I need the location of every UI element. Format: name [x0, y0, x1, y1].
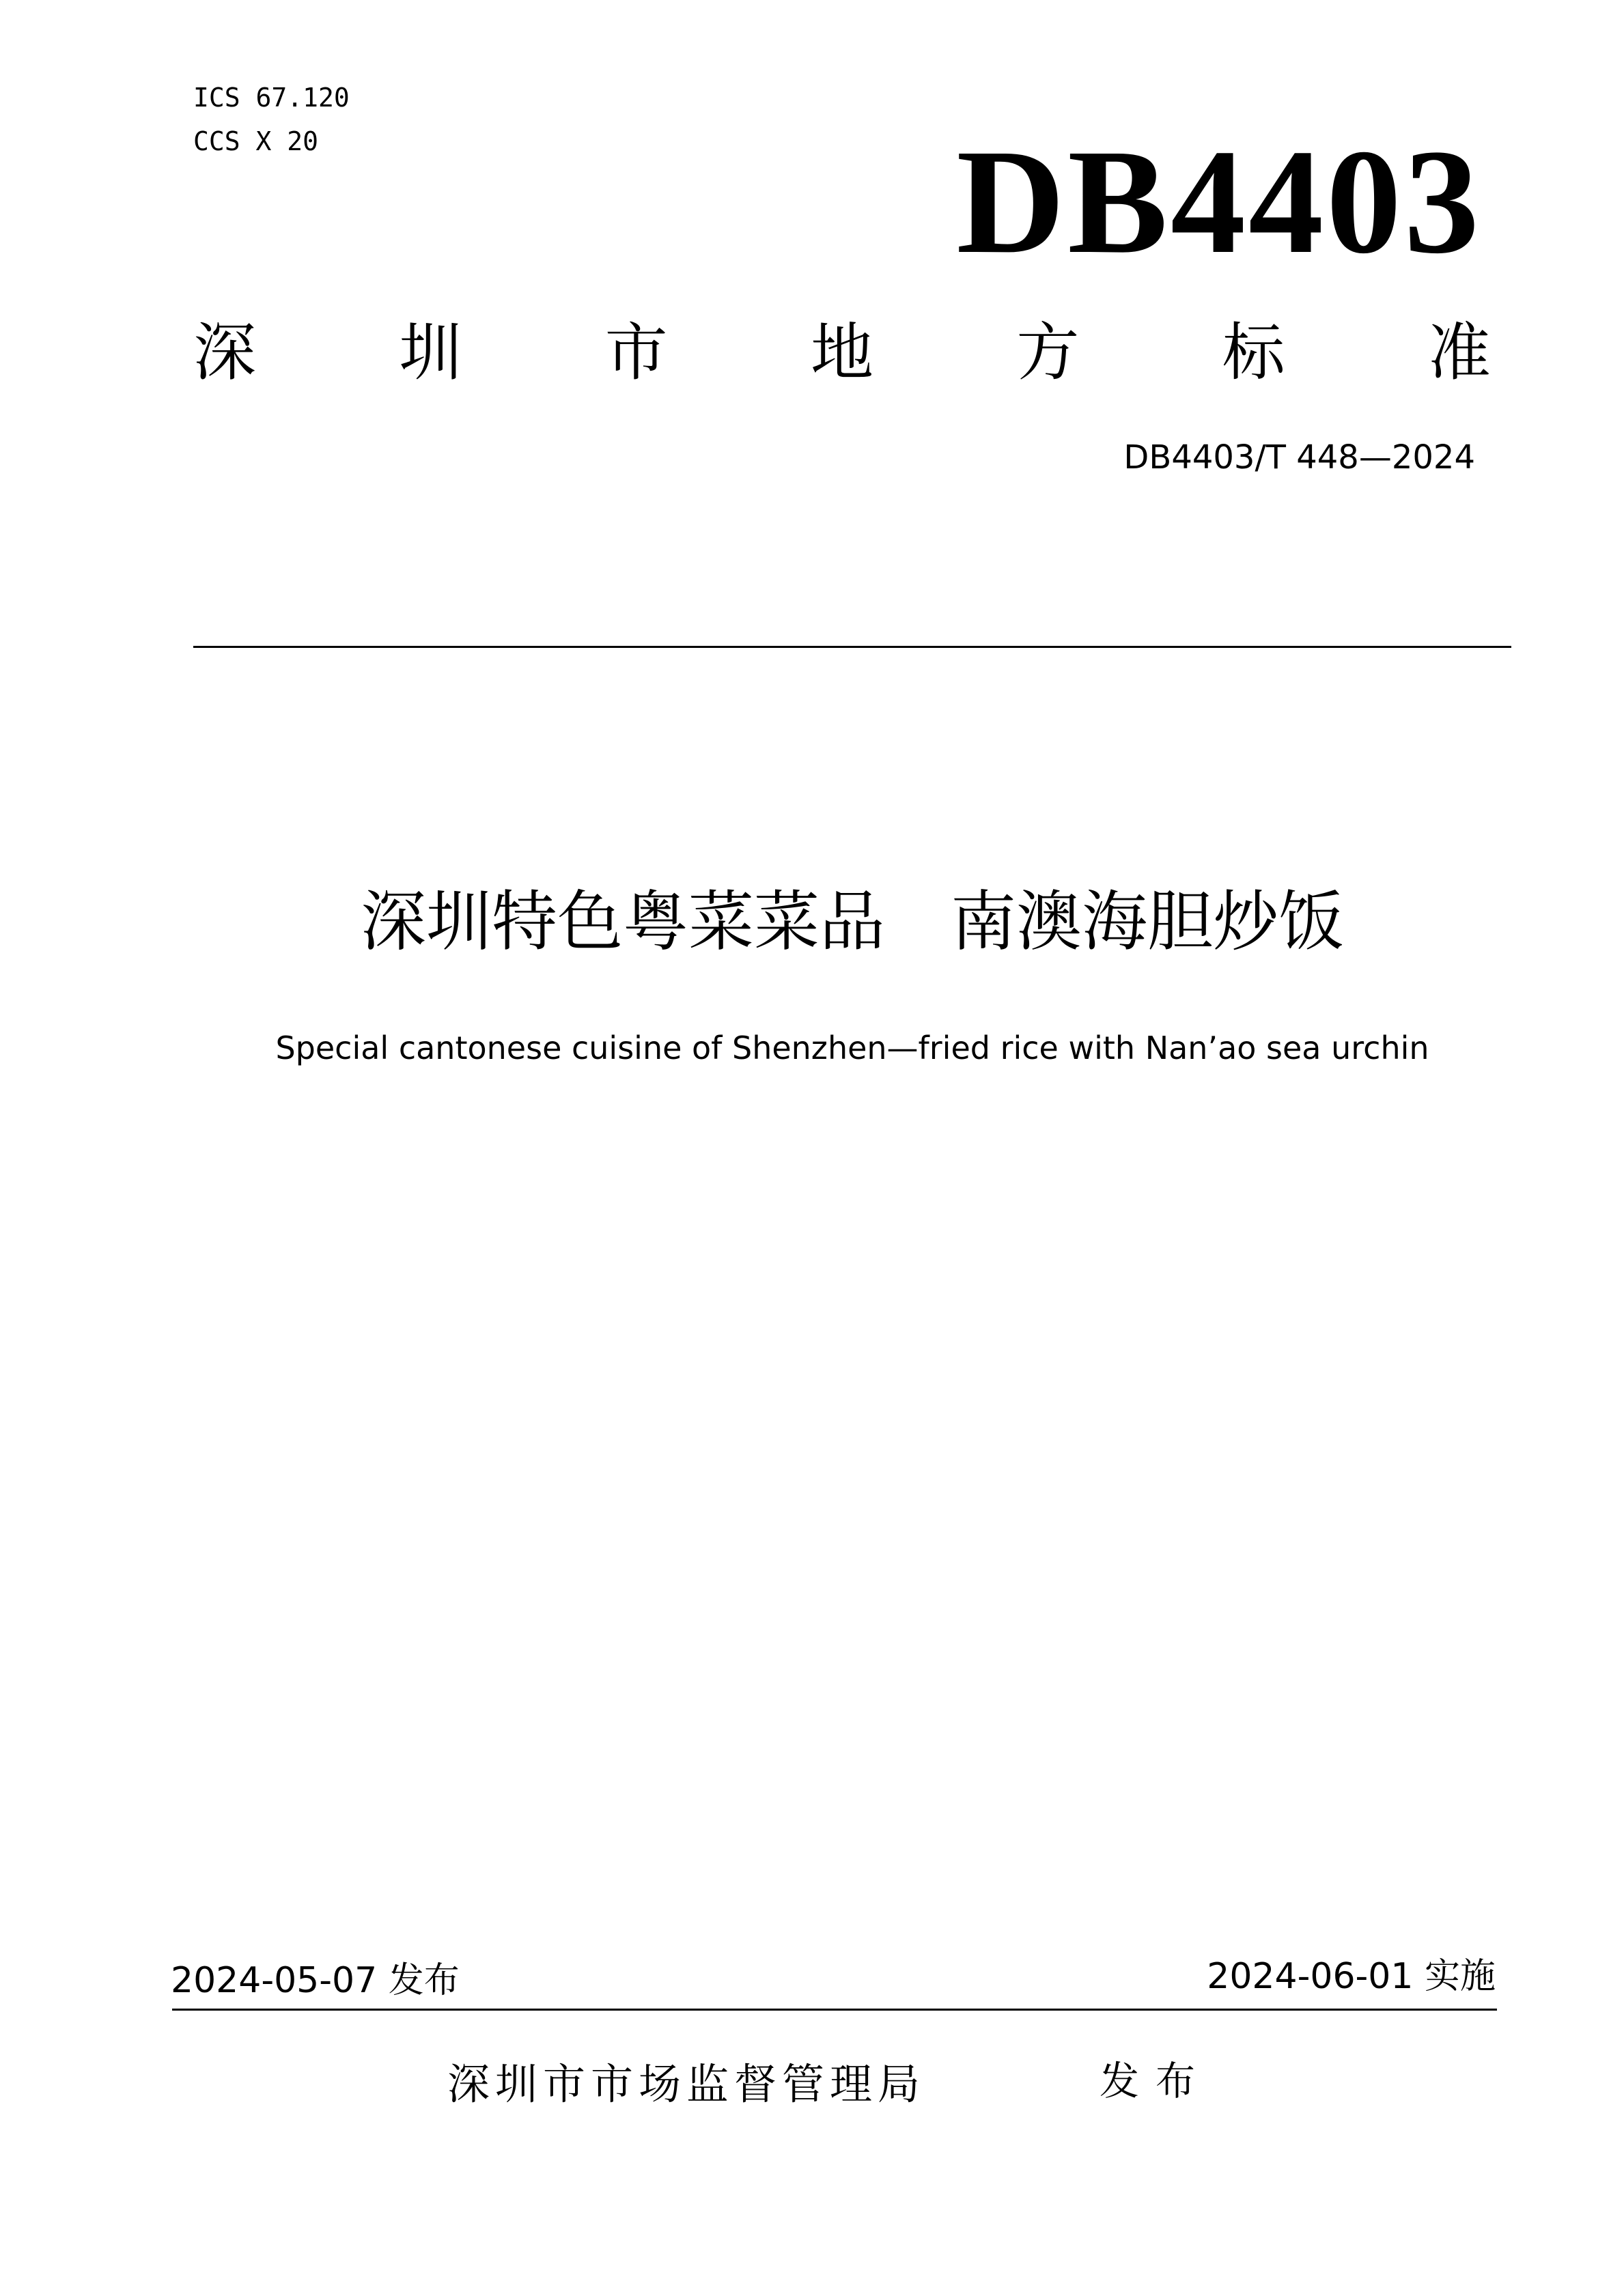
implementation-date: 2024-06-01 实施 [1207, 1956, 1496, 1997]
document-title-english: Special cantonese cuisine of Shenzhen—fried rice with Nan’ao sea urchin [275, 1030, 1429, 1066]
standard-type-char: 市 [604, 316, 668, 389]
header-divider [193, 646, 1511, 648]
standard-type-char: 地 [810, 316, 873, 389]
standard-type-char: 准 [1427, 316, 1491, 389]
footer-divider [172, 2009, 1497, 2011]
document-title-chinese: 深圳特色粤菜菜品 南澳海胆炒饭 [361, 883, 1344, 960]
standard-type-char: 方 [1016, 316, 1080, 389]
standard-number: DB4403/T 448—2024 [1123, 438, 1475, 477]
standard-type-char: 标 [1222, 316, 1285, 389]
ics-code: ICS 67.120 [193, 83, 350, 113]
ccs-code: CCS X 20 [193, 126, 319, 156]
standard-type-char: 深 [193, 316, 257, 389]
standard-type-char: 圳 [399, 316, 462, 389]
issue-date: 2024-05-07 发布 [171, 1960, 460, 2001]
issuing-authority: 深圳市市场监督管理局 [447, 2059, 926, 2109]
standard-type-heading [193, 315, 1491, 391]
issuer-action-label: 发布 [1100, 2058, 1212, 2104]
db-logo: DB4403 [956, 118, 1482, 285]
